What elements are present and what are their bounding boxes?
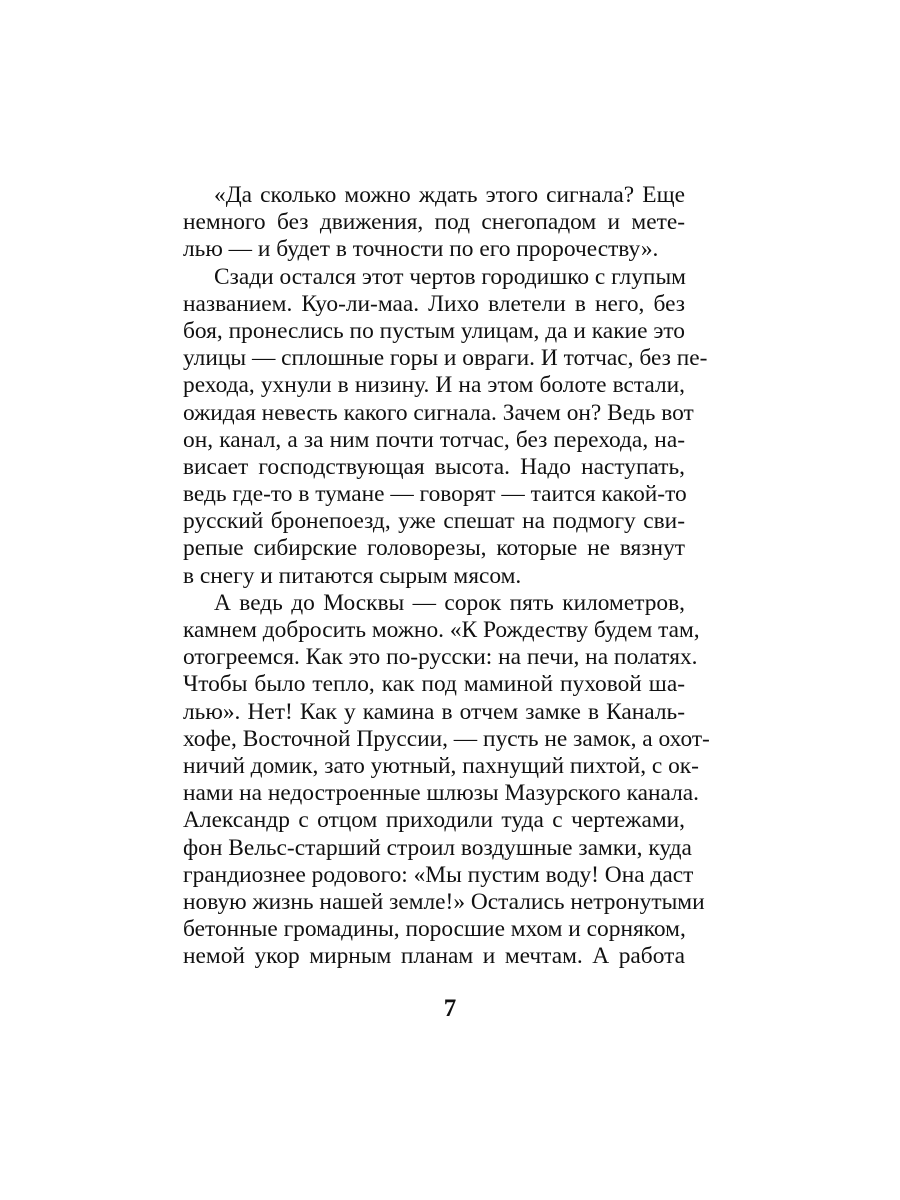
- text-line: камнем добросить можно. «К Рождеству будем там,: [183, 617, 700, 643]
- text-line: названием. Куо-ли-маа. Лихо влетели в него, без: [183, 290, 685, 317]
- page-text-block: [183, 182, 710, 970]
- text-line: грандиознее родового: «Мы пустим воду! Она даст: [183, 861, 694, 888]
- text-line: ведь где-то в тумане — говорят — таится какой-то: [183, 481, 687, 508]
- text-line: висает господствующая высота. Надо наступать,: [183, 453, 685, 480]
- text-line: репые сибирские головорезы, которые не вязнут: [183, 535, 685, 562]
- text-line: он, канал, а за ним почти тотчас, без перехода, на-: [183, 426, 685, 453]
- text-line: ничий домик, зато уютный, пахнущий пихтой, с ок-: [183, 752, 699, 779]
- text-line: русский бронепоезд, уже спешат на подмогу сви-: [183, 508, 685, 535]
- text-line: фон Вельс-старший строил воздушные замки, куда: [183, 834, 692, 861]
- text-line: лью — и будет в точности по его пророчеству».: [183, 236, 659, 263]
- paragraph: [183, 263, 708, 590]
- text-line: хофе, Восточной Пруссии, — пусть не замок, а охот-: [183, 725, 710, 752]
- text-line: «Да сколько можно ждать этого сигнала? Еще: [214, 182, 685, 208]
- page-number: 7: [443, 995, 457, 1022]
- text-line: нами на недостроенные шлюзы Мазурского канала.: [183, 780, 699, 807]
- text-line: боя, пронеслись по пустым улицам, да и какие это: [183, 317, 685, 344]
- text-line: новую жизнь нашей земле!» Остались нетронутыми: [183, 888, 705, 915]
- text-line: отогреемся. Как это по-русски: на печи, на полатях.: [183, 644, 698, 671]
- text-line: в снегу и питаются сырым мясом.: [183, 562, 522, 589]
- text-line: лью». Нет! Как у камина в отчем замке в Каналь-: [183, 698, 685, 725]
- text-line: немного без движения, под снегопадом и мете-: [183, 209, 685, 236]
- text-line: улицы — сплошные горы и овраги. И тотчас, без пе-: [183, 345, 708, 372]
- paragraph: [183, 589, 710, 971]
- text-line: Александр с отцом приходили туда с чертежами,: [183, 807, 685, 834]
- text-line: Чтобы было тепло, как под маминой пуховой ша-: [183, 671, 685, 698]
- paragraph: [183, 182, 685, 264]
- text-line: ожидая невесть какого сигнала. Зачем он? Ведь вот: [183, 399, 694, 426]
- text-line: Сзади остался этот чертов городишко с глупым: [214, 263, 686, 290]
- text-line: бетонные громадины, поросшие мхом и сорняком,: [183, 916, 686, 943]
- text-line: немой укор мирным планам и мечтам. А работа: [183, 943, 685, 970]
- text-line: рехода, ухнули в низину. И на этом болоте встали,: [183, 372, 685, 399]
- text-line: А ведь до Москвы — сорок пять километров,: [214, 589, 685, 616]
